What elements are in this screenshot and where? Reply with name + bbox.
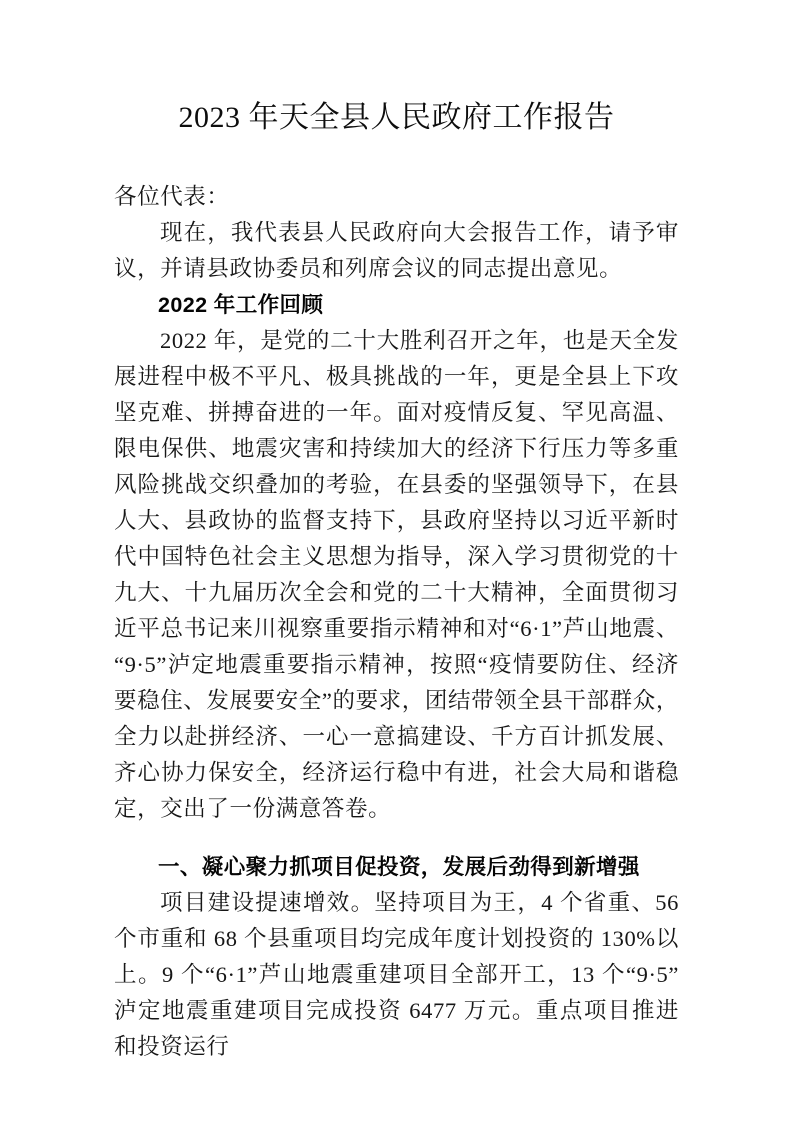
- document-content-column: [114, 0, 679, 1065]
- section-one-paragraph: 项目建设提速增效。坚持项目为王，4 个省重、56 个市重和 68 个县重项目均完成年度计划投资的 130%以上。9 个“6·1”芦山地震重建项目全部开工，13 个“9·5”泸定地震重建项目完成投资 6477 万元。重点项目推进和投资运行: [114, 890, 679, 1059]
- section-heading-2022-review: 2022 年工作回顾: [158, 293, 324, 317]
- section-heading-one: 一、凝心聚力抓项目促投资，发展后劲得到新增强: [158, 855, 640, 879]
- page-title: 2023 年天全县人民政府工作报告: [178, 101, 615, 134]
- review-paragraph: 2022 年，是党的二十大胜利召开之年，也是天全发展进程中极不平凡、极具挑战的一年，更是全县上下攻坚克难、拼搏奋进的一年。面对疫情反复、罕见高温、限电保供、地震灾害和持续加大的经济下行压力等多重风险挑战交织叠加的考验，在县委的坚强领导下，在县人大、县政协的监督支持下，县政府坚持以习近平新时代中国特色社会主义思想为指导，深入学习贯彻党的十九大、十九届历次全会和党的二十大精神，全面贯彻习近平总书记来川视察重要指示精神和对“6·1”芦山地震、“9·5”泸定地震重要指示精神，按照“疫情要防住、经济要稳住、发展要安全”的要求，团结带领全县干部群众，全力以赴拼经济、一心一意搞建设、千方百计抓发展、齐心协力保安全，经济运行稳中有进，社会大局和谐稳定，交出了一份满意答卷。: [114, 328, 679, 821]
- intro-paragraph: 现在，我代表县人民政府向大会报告工作，请予审议，并请县政协委员和列席会议的同志提出意见。: [114, 220, 679, 281]
- salutation-line: 各位代表：: [114, 184, 230, 209]
